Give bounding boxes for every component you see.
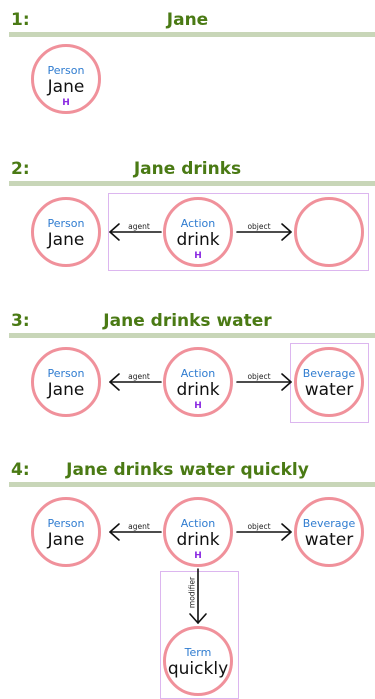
step-number: 1:	[11, 10, 30, 30]
node-value: drink	[176, 530, 220, 550]
node-type: Action	[180, 217, 216, 230]
node-value: drink	[176, 380, 220, 400]
node-type: Action	[180, 517, 216, 530]
step-title: Jane	[166, 10, 209, 30]
node-type: Term	[184, 646, 212, 659]
step-3-header	[0, 305, 375, 335]
divider	[9, 333, 375, 338]
head-marker: H	[194, 251, 202, 261]
node-value: Jane	[47, 230, 85, 250]
node-type: Action	[180, 367, 216, 380]
person-node[interactable]	[31, 197, 101, 267]
divider	[9, 32, 375, 37]
step-number: 4:	[11, 460, 30, 480]
node-type: Person	[47, 517, 85, 530]
node-value: Jane	[47, 77, 85, 97]
node-type: Beverage	[302, 367, 356, 380]
person-node[interactable]	[31, 44, 101, 114]
step-1-header	[0, 4, 375, 34]
node-type: Person	[47, 64, 85, 77]
action-node[interactable]	[163, 497, 233, 567]
head-marker: H	[194, 401, 202, 411]
node-type: Person	[47, 217, 85, 230]
edge-label-object: object	[247, 222, 271, 231]
node-type: Beverage	[302, 517, 356, 530]
node-type: Person	[47, 367, 85, 380]
person-node[interactable]	[31, 497, 101, 567]
node-value: drink	[176, 230, 220, 250]
empty-node[interactable]	[294, 197, 364, 267]
divider	[9, 181, 375, 186]
action-node[interactable]	[163, 347, 233, 417]
edge-label-agent: agent	[128, 522, 150, 531]
step-number: 2:	[11, 159, 30, 179]
node-value: Jane	[47, 380, 85, 400]
step-title: Jane drinks water	[103, 311, 272, 331]
edge-label-agent: agent	[128, 222, 150, 231]
object-arrowhead	[282, 524, 291, 540]
edge-label-object: object	[247, 372, 271, 381]
term-node[interactable]	[163, 626, 233, 696]
action-node[interactable]	[163, 197, 233, 267]
node-value: water	[304, 530, 354, 550]
step-number: 3:	[11, 311, 30, 331]
divider	[9, 482, 375, 487]
edge-label-agent: agent	[128, 372, 150, 381]
head-marker: H	[62, 98, 70, 108]
beverage-node[interactable]	[294, 497, 364, 567]
beverage-node[interactable]	[294, 347, 364, 417]
node-value: quickly	[167, 659, 229, 679]
step-4-header	[0, 454, 375, 484]
step-2-header	[0, 153, 375, 183]
node-value: Jane	[47, 530, 85, 550]
step-title: Jane drinks water quickly	[66, 460, 309, 480]
edge-label-modifier: modifier	[187, 576, 197, 609]
head-marker: H	[194, 551, 202, 561]
step-title: Jane drinks	[133, 159, 242, 179]
node-value: water	[304, 380, 354, 400]
edge-label-object: object	[247, 522, 271, 531]
person-node[interactable]	[31, 347, 101, 417]
